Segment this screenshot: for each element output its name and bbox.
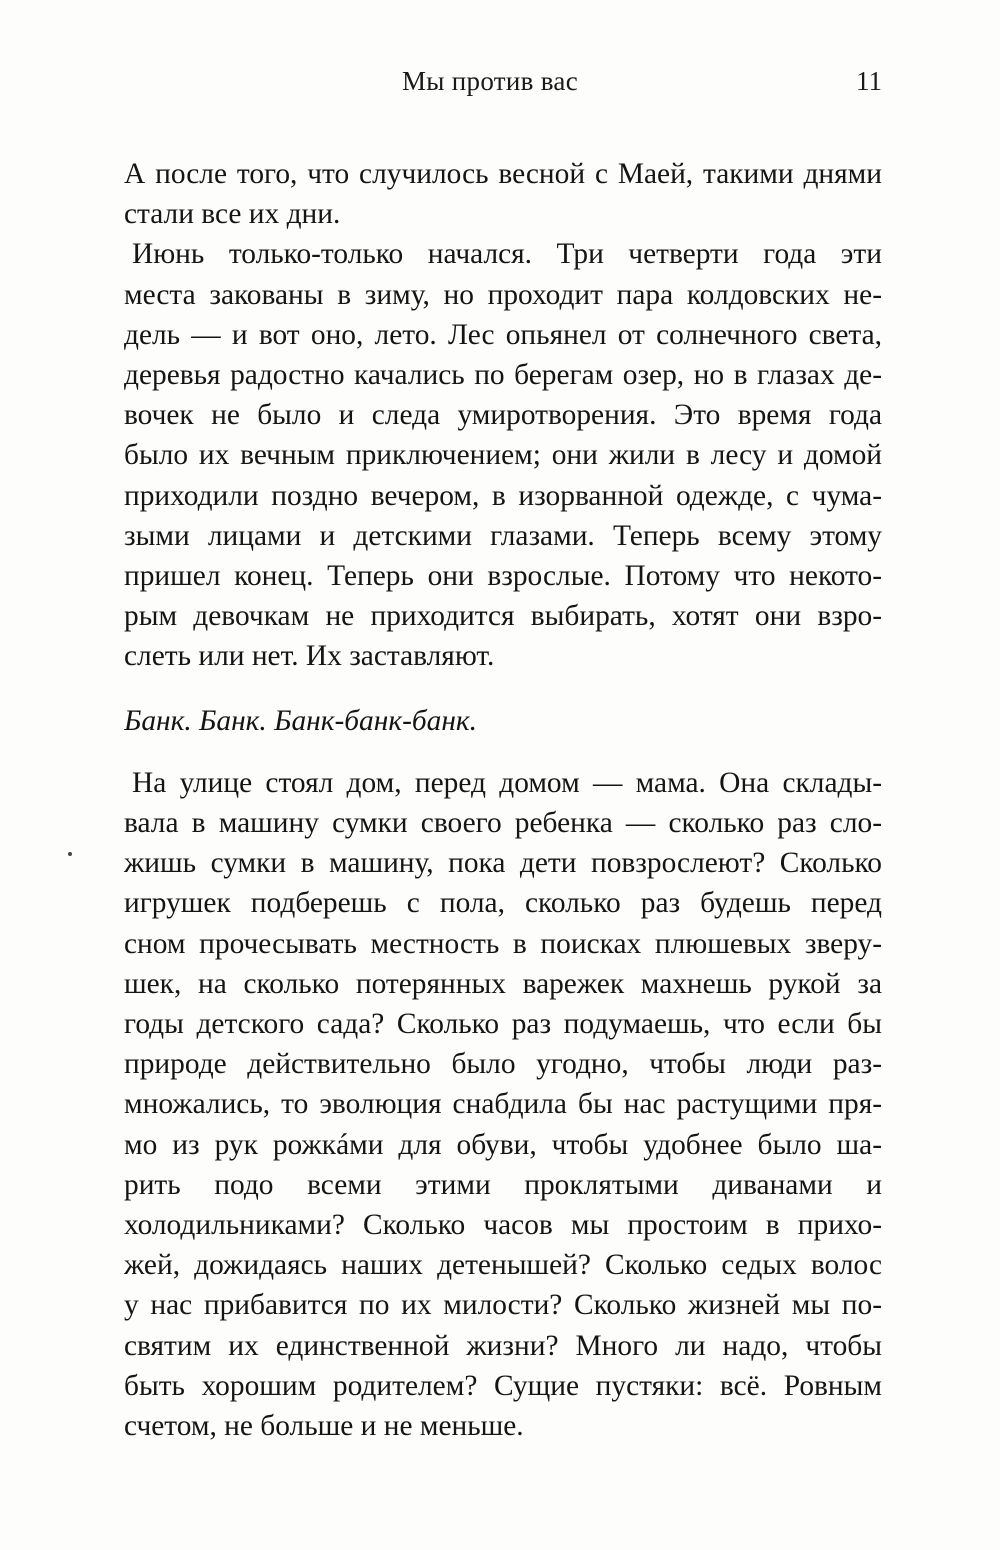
- italic-interlude: Банк. Банк. Банк-банк-банк.: [124, 704, 478, 737]
- text-line: холодильниками? Сколько часов мы простоим в прихо-: [124, 1209, 882, 1242]
- text-line: Июнь только-только начался. Три четверти года эти: [132, 238, 882, 271]
- text-line: жей, дожидаясь наших детенышей? Сколько седых волос: [124, 1249, 882, 1282]
- text-line: стали все их дни.: [124, 198, 341, 231]
- page-number: 11: [856, 66, 882, 96]
- print-speck: [68, 852, 72, 856]
- text-line: места закованы в зиму, но проходит пара колдовских не-: [124, 278, 882, 311]
- text-line: зыми лицами и детскими глазами. Теперь всему этому: [124, 519, 882, 552]
- text-line: у нас прибавится по их милости? Сколько жизней мы по-: [124, 1289, 882, 1322]
- text-line: рить подо всеми этими проклятыми диванами и: [124, 1168, 882, 1201]
- text-line: мо из рук рожкáми для обуви, чтобы удобнее было ша-: [124, 1128, 882, 1161]
- text-line: дель — и вот оно, лето. Лес опьянел от солнечного света,: [124, 318, 882, 351]
- text-line: быть хорошим родителем? Сущие пустяки: всё. Ровным: [124, 1369, 882, 1402]
- text-line: рым девочкам не приходится выбирать, хотят они взро-: [124, 600, 882, 633]
- text-line: вочек не было и следа умиротворения. Это время года: [124, 399, 882, 432]
- text-line: шек, на сколько потерянных варежек махнешь рукой за: [124, 967, 882, 1000]
- text-line: годы детского сада? Сколько раз подумаешь, что если бы: [124, 1008, 882, 1041]
- text-line: святим их единственной жизни? Много ли надо, чтобы: [124, 1329, 882, 1362]
- text-line: жишь сумки в машину, пока дети повзрослеют? Сколько: [124, 847, 882, 880]
- text-line: На улице стоял дом, перед домом — мама. Она склады-: [132, 766, 882, 799]
- text-line: слеть или нет. Их заставляют.: [124, 640, 495, 673]
- text-line: сном прочесывать местность в поисках плюшевых зверу-: [124, 927, 882, 960]
- body-text: [124, 154, 882, 1446]
- text-line: множались, то эволюция снабдила бы нас растущими пря-: [124, 1088, 882, 1121]
- text-line: пришел конец. Теперь они взрослые. Потому что некото-: [124, 560, 882, 593]
- text-line: А после того, что случилось весной с Маей, такими днями: [124, 158, 882, 190]
- text-line: было их вечным приключением; они жили в лесу и домой: [124, 439, 882, 472]
- text-line: деревья радостно качались по берегам озер, но в глазах де-: [124, 359, 882, 392]
- text-line: приходили поздно вечером, в изорванной одежде, с чума-: [124, 479, 882, 512]
- running-header-title: Мы против вас: [402, 66, 578, 96]
- text-line: игрушек подберешь с пола, сколько раз будешь перед: [124, 887, 882, 920]
- text-line: природе действительно было угодно, чтобы люди раз-: [124, 1048, 882, 1081]
- text-line: вала в машину сумки своего ребенка — сколько раз сло-: [124, 807, 882, 840]
- text-line: счетом, не больше и не меньше.: [124, 1410, 524, 1443]
